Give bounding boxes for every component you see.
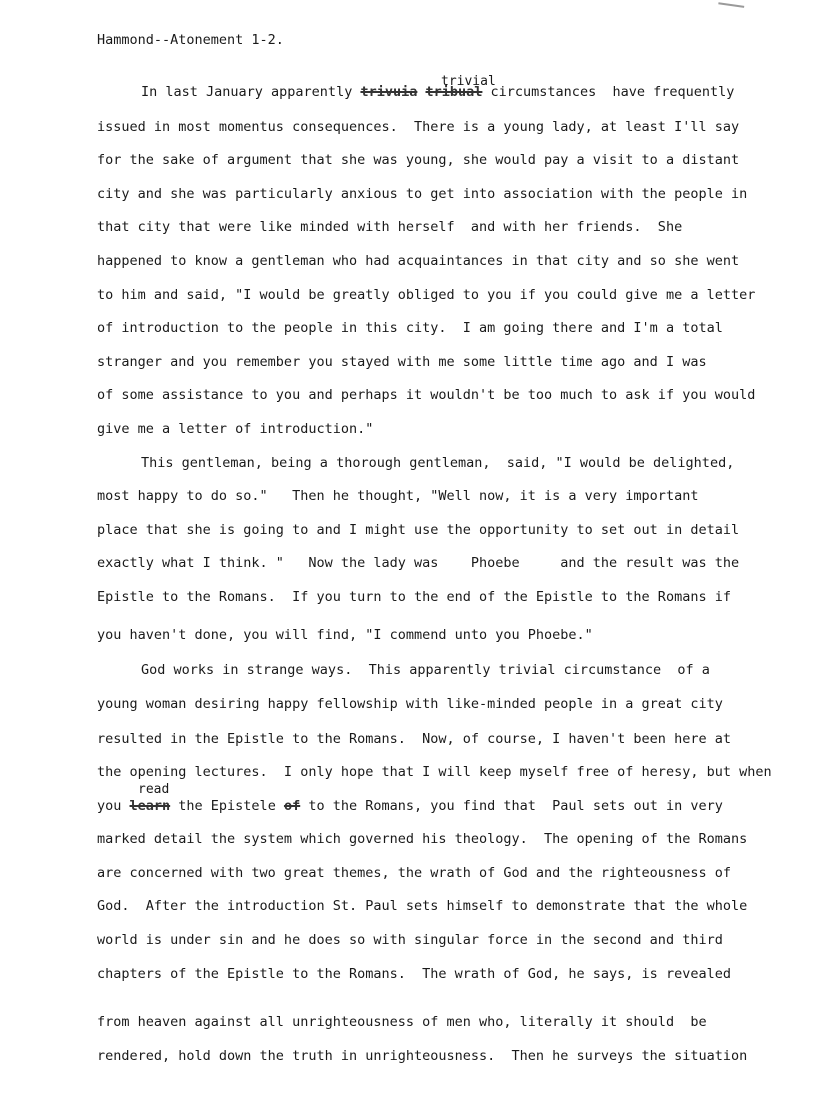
text-segment: the Epistele	[170, 798, 284, 814]
p1-line-10: of some assistance to you and perhaps it wouldn't be too much to ask if you would	[97, 387, 756, 403]
p2-line-6: you haven't done, you will find, "I commend unto you Phoebe."	[97, 627, 593, 643]
struck-word: trivuia	[360, 84, 418, 100]
p2-line-4: exactly what I think. " Now the lady was Phoebe and the result was the	[97, 555, 740, 571]
p1-line-1	[141, 84, 734, 100]
p1-line-8: of introduction to the people in this city. I am going there and I'm a total	[97, 320, 723, 336]
p3-line-12: rendered, hold down the truth in unrighteousness. Then he surveys the situation	[97, 1048, 748, 1064]
p1-line-4: city and she was particularly anxious to get into association with the people in	[97, 186, 748, 202]
p1-line-9: stranger and you remember you stayed with me some little time ago and I was	[97, 354, 707, 370]
p3-line-7: are concerned with two great themes, the wrath of God and the righteousness of	[97, 865, 731, 881]
p1-line-2: issued in most momentus consequences. There is a young lady, at least I'll say	[97, 119, 740, 135]
p1-line-11: give me a letter of introduction."	[97, 421, 374, 437]
p1-line-3: for the sake of argument that she was young, she would pay a visit to a distant	[97, 152, 740, 168]
struck-word: learn	[129, 798, 171, 814]
p3-line-1: God works in strange ways. This apparently trivial circumstance of a	[141, 662, 710, 678]
p3-line-2: young woman desiring happy fellowship with like-minded people in a great city	[97, 696, 723, 712]
text-segment: circumstances have frequently	[482, 84, 735, 100]
p1-line-6: happened to know a gentleman who had acquaintances in that city and so she went	[97, 253, 740, 269]
struck-word: of	[283, 798, 301, 814]
p3-line-5	[97, 798, 723, 814]
corner-mark	[718, 2, 745, 12]
text-segment: you	[97, 798, 130, 814]
p3-line-3: resulted in the Epistle to the Romans. Now, of course, I haven't been here at	[97, 731, 731, 747]
p1-line-7: to him and said, "I would be greatly obliged to you if you could give me a letter	[97, 287, 756, 303]
p3-line-6: marked detail the system which governed his theology. The opening of the Romans	[97, 831, 748, 847]
p3-line-9: world is under sin and he does so with singular force in the second and third	[97, 932, 723, 948]
p3-line-10: chapters of the Epistle to the Romans. The wrath of God, he says, is revealed	[97, 966, 731, 982]
inserted-word-read: read	[138, 782, 170, 797]
p2-line-2: most happy to do so." Then he thought, "Well now, it is a very important	[97, 488, 699, 504]
inserted-word-trivial: trivial	[441, 74, 496, 89]
text-segment	[417, 84, 425, 100]
p2-line-3: place that she is going to and I might use the opportunity to set out in detail	[97, 522, 740, 538]
text-segment: In last January apparently	[141, 84, 361, 100]
page-header: Hammond--Atonement 1-2.	[97, 32, 284, 48]
p2-line-1: This gentleman, being a thorough gentleman, said, "I would be delighted,	[141, 455, 735, 471]
p2-line-5: Epistle to the Romans. If you turn to the end of the Epistle to the Romans if	[97, 589, 731, 605]
p3-line-4: the opening lectures. I only hope that I will keep myself free of heresy, but when	[97, 764, 772, 780]
p3-line-8: God. After the introduction St. Paul sets himself to demonstrate that the whole	[97, 898, 748, 914]
p1-line-5: that city that were like minded with herself and with her friends. She	[97, 219, 683, 235]
text-segment: to the Romans, you find that Paul sets out in very	[300, 798, 723, 814]
struck-word: tribual	[425, 84, 483, 100]
p3-line-11: from heaven against all unrighteousness of men who, literally it should be	[97, 1014, 707, 1030]
